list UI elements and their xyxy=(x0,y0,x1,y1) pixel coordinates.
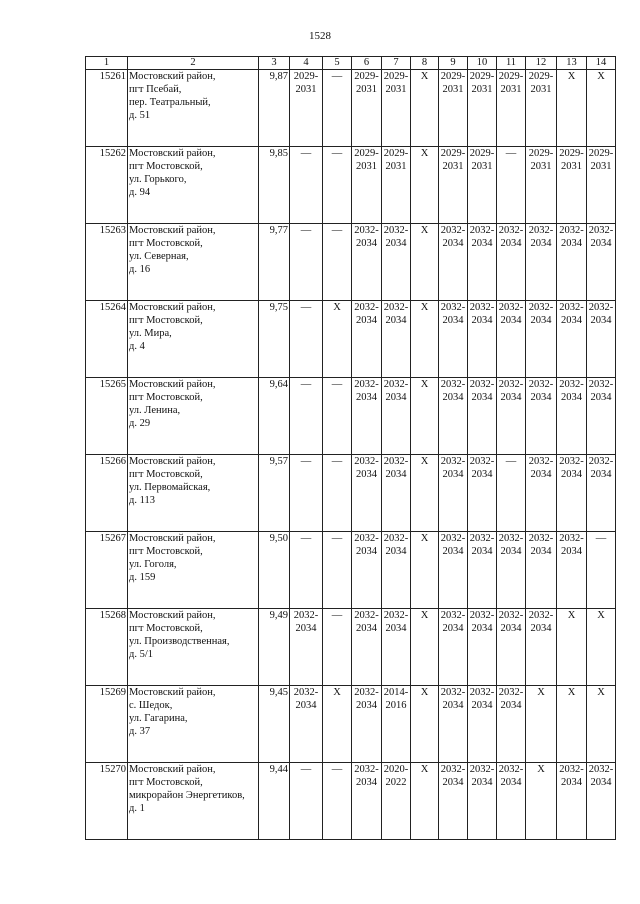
row-number: 15268 xyxy=(86,609,128,686)
period-cell: — xyxy=(290,532,323,609)
period-cell: — xyxy=(290,224,323,301)
column-header: 13 xyxy=(557,57,587,70)
period-cell: 2029- 2031 xyxy=(468,147,497,224)
address-line: ул. Мира, xyxy=(129,328,172,339)
period-cell: 2020- 2022 xyxy=(382,763,411,840)
period-cell: Х xyxy=(526,763,557,840)
period-cell: 2032- 2034 xyxy=(497,763,526,840)
column-header: 8 xyxy=(411,57,439,70)
address-line: д. 4 xyxy=(129,341,145,352)
column-header: 12 xyxy=(526,57,557,70)
period-cell: 2032- 2034 xyxy=(526,301,557,378)
address-line: д. 37 xyxy=(129,726,151,737)
address-line: пгт Мостовской, xyxy=(129,238,203,249)
period-cell: Х xyxy=(323,686,352,763)
period-cell: 2032- 2034 xyxy=(557,224,587,301)
period-cell: — xyxy=(323,609,352,686)
period-cell: — xyxy=(323,224,352,301)
index-value: 9,75 xyxy=(259,301,290,378)
row-number: 15270 xyxy=(86,763,128,840)
period-cell: 2029- 2031 xyxy=(497,70,526,147)
period-cell: 2029- 2031 xyxy=(468,70,497,147)
period-cell: 2032- 2034 xyxy=(587,301,616,378)
address-line: ул. Северная, xyxy=(129,251,189,262)
address-line: пгт Мостовской, xyxy=(129,469,203,480)
period-cell: 2029- 2031 xyxy=(439,70,468,147)
table-row xyxy=(86,609,616,686)
row-number: 15269 xyxy=(86,686,128,763)
address-line: ул. Горького, xyxy=(129,174,187,185)
period-cell: 2032- 2034 xyxy=(382,301,411,378)
period-cell: 2032- 2034 xyxy=(587,378,616,455)
period-cell: 2032- 2034 xyxy=(526,224,557,301)
period-cell: Х xyxy=(411,378,439,455)
period-cell: 2032- 2034 xyxy=(290,609,323,686)
period-cell: — xyxy=(323,378,352,455)
index-value: 9,85 xyxy=(259,147,290,224)
period-cell: 2032- 2034 xyxy=(557,763,587,840)
address-line: пер. Театральный, xyxy=(129,97,211,108)
address-line: микрорайон Энергетиков, xyxy=(129,790,245,801)
period-cell: 2032- 2034 xyxy=(497,532,526,609)
address-line: д. 1 xyxy=(129,803,145,814)
table-row xyxy=(86,763,616,840)
column-header: 9 xyxy=(439,57,468,70)
period-cell: 2032- 2034 xyxy=(587,455,616,532)
address-line: пгт Мостовской, xyxy=(129,546,203,557)
index-value: 9,45 xyxy=(259,686,290,763)
address-line: Мостовский район, xyxy=(129,687,216,698)
table-row xyxy=(86,147,616,224)
address-line: Мостовский район, xyxy=(129,456,216,467)
period-cell: Х xyxy=(411,70,439,147)
period-cell: Х xyxy=(557,609,587,686)
period-cell: Х xyxy=(323,301,352,378)
period-cell: 2032- 2034 xyxy=(382,224,411,301)
period-cell: 2029- 2031 xyxy=(587,147,616,224)
table-row xyxy=(86,224,616,301)
address-cell xyxy=(128,301,259,378)
period-cell: 2032- 2034 xyxy=(497,609,526,686)
period-cell: 2029- 2031 xyxy=(526,70,557,147)
address-line: д. 16 xyxy=(129,264,151,275)
period-cell: — xyxy=(290,455,323,532)
address-cell xyxy=(128,70,259,147)
period-cell: 2032- 2034 xyxy=(352,609,382,686)
period-cell: — xyxy=(323,147,352,224)
period-cell: 2032- 2034 xyxy=(439,763,468,840)
period-cell: 2029- 2031 xyxy=(439,147,468,224)
row-number: 15267 xyxy=(86,532,128,609)
period-cell: 2032- 2034 xyxy=(526,378,557,455)
period-cell: 2032- 2034 xyxy=(439,224,468,301)
period-cell: 2032- 2034 xyxy=(439,378,468,455)
period-cell: 2029- 2031 xyxy=(352,70,382,147)
period-cell: 2032- 2034 xyxy=(382,609,411,686)
address-line: Мостовский район, xyxy=(129,379,216,390)
row-number: 15264 xyxy=(86,301,128,378)
index-value: 9,77 xyxy=(259,224,290,301)
period-cell: 2032- 2034 xyxy=(352,224,382,301)
table-row xyxy=(86,532,616,609)
address-cell xyxy=(128,609,259,686)
period-cell: — xyxy=(290,301,323,378)
period-cell: Х xyxy=(587,609,616,686)
column-header: 7 xyxy=(382,57,411,70)
period-cell: — xyxy=(323,532,352,609)
address-line: Мостовский район, xyxy=(129,764,216,775)
period-cell: 2032- 2034 xyxy=(526,609,557,686)
row-number: 15263 xyxy=(86,224,128,301)
address-line: д. 29 xyxy=(129,418,151,429)
address-cell xyxy=(128,686,259,763)
address-line: Мостовский район, xyxy=(129,533,216,544)
address-line: с. Шедок, xyxy=(129,700,173,711)
period-cell: 2032- 2034 xyxy=(468,532,497,609)
period-cell: 2032- 2034 xyxy=(382,455,411,532)
address-line: ул. Гоголя, xyxy=(129,559,177,570)
period-cell: 2032- 2034 xyxy=(587,763,616,840)
period-cell: Х xyxy=(587,70,616,147)
address-line: пгт Псебай, xyxy=(129,84,182,95)
period-cell: 2014- 2016 xyxy=(382,686,411,763)
period-cell: 2032- 2034 xyxy=(497,686,526,763)
table-body xyxy=(86,70,616,840)
column-header: 2 xyxy=(128,57,259,70)
address-line: пгт Мостовской, xyxy=(129,161,203,172)
period-cell: 2032- 2034 xyxy=(468,301,497,378)
address-line: ул. Первомайская, xyxy=(129,482,211,493)
address-line: пгт Мостовской, xyxy=(129,777,203,788)
column-header: 6 xyxy=(352,57,382,70)
column-header: 1 xyxy=(86,57,128,70)
address-line: Мостовский район, xyxy=(129,148,216,159)
address-cell xyxy=(128,763,259,840)
table-row xyxy=(86,301,616,378)
period-cell: — xyxy=(497,455,526,532)
period-cell: 2032- 2034 xyxy=(439,455,468,532)
period-cell: 2032- 2034 xyxy=(439,609,468,686)
address-cell xyxy=(128,532,259,609)
period-cell: 2032- 2034 xyxy=(352,532,382,609)
period-cell: 2032- 2034 xyxy=(497,301,526,378)
address-cell xyxy=(128,378,259,455)
period-cell: Х xyxy=(411,455,439,532)
column-header: 4 xyxy=(290,57,323,70)
period-cell: — xyxy=(290,378,323,455)
address-line: д. 5/1 xyxy=(129,649,154,660)
address-cell xyxy=(128,147,259,224)
row-number: 15262 xyxy=(86,147,128,224)
address-cell xyxy=(128,455,259,532)
period-cell: 2032- 2034 xyxy=(557,378,587,455)
period-cell: 2029- 2031 xyxy=(382,147,411,224)
period-cell: 2029- 2031 xyxy=(290,70,323,147)
row-number: 15266 xyxy=(86,455,128,532)
period-cell: 2032- 2034 xyxy=(382,532,411,609)
period-cell: Х xyxy=(411,609,439,686)
address-line: ул. Ленина, xyxy=(129,405,181,416)
address-line: пгт Мостовской, xyxy=(129,392,203,403)
period-cell: 2032- 2034 xyxy=(557,532,587,609)
period-cell: 2032- 2034 xyxy=(526,455,557,532)
index-value: 9,57 xyxy=(259,455,290,532)
address-line: д. 94 xyxy=(129,187,151,198)
index-value: 9,49 xyxy=(259,609,290,686)
period-cell: 2032- 2034 xyxy=(497,224,526,301)
row-number: 15261 xyxy=(86,70,128,147)
period-cell: 2032- 2034 xyxy=(439,532,468,609)
period-cell: Х xyxy=(526,686,557,763)
index-value: 9,87 xyxy=(259,70,290,147)
period-cell: Х xyxy=(411,147,439,224)
address-line: пгт Мостовской, xyxy=(129,315,203,326)
period-cell: 2032- 2034 xyxy=(382,378,411,455)
register-table xyxy=(85,56,616,840)
column-header: 3 xyxy=(259,57,290,70)
address-line: д. 51 xyxy=(129,110,151,121)
period-cell: — xyxy=(290,147,323,224)
index-value: 9,44 xyxy=(259,763,290,840)
address-line: Мостовский район, xyxy=(129,71,216,82)
period-cell: 2032- 2034 xyxy=(352,763,382,840)
period-cell: 2032- 2034 xyxy=(352,301,382,378)
table-header-row xyxy=(86,57,616,70)
index-value: 9,50 xyxy=(259,532,290,609)
period-cell: 2032- 2034 xyxy=(557,455,587,532)
table-row xyxy=(86,70,616,147)
address-line: пгт Мостовской, xyxy=(129,623,203,634)
period-cell: — xyxy=(497,147,526,224)
period-cell: 2032- 2034 xyxy=(557,301,587,378)
period-cell: — xyxy=(323,763,352,840)
period-cell: 2032- 2034 xyxy=(439,686,468,763)
index-value: 9,64 xyxy=(259,378,290,455)
page-number: 1528 xyxy=(309,30,331,42)
address-line: д. 159 xyxy=(129,572,156,583)
row-number: 15265 xyxy=(86,378,128,455)
period-cell: 2029- 2031 xyxy=(557,147,587,224)
address-line: ул. Производственная, xyxy=(129,636,230,647)
address-line: Мостовский район, xyxy=(129,610,216,621)
period-cell: 2032- 2034 xyxy=(352,686,382,763)
period-cell: 2032- 2034 xyxy=(290,686,323,763)
period-cell: Х xyxy=(557,686,587,763)
period-cell: 2032- 2034 xyxy=(468,378,497,455)
period-cell: 2032- 2034 xyxy=(587,224,616,301)
address-cell xyxy=(128,224,259,301)
column-header: 5 xyxy=(323,57,352,70)
address-line: ул. Гагарина, xyxy=(129,713,188,724)
period-cell: — xyxy=(290,763,323,840)
period-cell: 2032- 2034 xyxy=(468,763,497,840)
column-header: 10 xyxy=(468,57,497,70)
period-cell: Х xyxy=(411,686,439,763)
period-cell: 2032- 2034 xyxy=(352,455,382,532)
column-header: 11 xyxy=(497,57,526,70)
table-row xyxy=(86,686,616,763)
period-cell: 2029- 2031 xyxy=(352,147,382,224)
period-cell: Х xyxy=(411,301,439,378)
table-row xyxy=(86,378,616,455)
period-cell: 2032- 2034 xyxy=(468,224,497,301)
column-header: 14 xyxy=(587,57,616,70)
period-cell: 2032- 2034 xyxy=(468,455,497,532)
address-line: д. 113 xyxy=(129,495,155,506)
period-cell: 2032- 2034 xyxy=(439,301,468,378)
period-cell: Х xyxy=(587,686,616,763)
period-cell: 2029- 2031 xyxy=(382,70,411,147)
period-cell: 2029- 2031 xyxy=(526,147,557,224)
period-cell: Х xyxy=(411,224,439,301)
period-cell: Х xyxy=(411,763,439,840)
table-row xyxy=(86,455,616,532)
period-cell: — xyxy=(323,70,352,147)
period-cell: Х xyxy=(557,70,587,147)
period-cell: — xyxy=(323,455,352,532)
period-cell: 2032- 2034 xyxy=(468,609,497,686)
period-cell: — xyxy=(587,532,616,609)
period-cell: 2032- 2034 xyxy=(352,378,382,455)
address-line: Мостовский район, xyxy=(129,302,216,313)
period-cell: 2032- 2034 xyxy=(497,378,526,455)
address-line: Мостовский район, xyxy=(129,225,216,236)
period-cell: 2032- 2034 xyxy=(526,532,557,609)
period-cell: Х xyxy=(411,532,439,609)
period-cell: 2032- 2034 xyxy=(468,686,497,763)
